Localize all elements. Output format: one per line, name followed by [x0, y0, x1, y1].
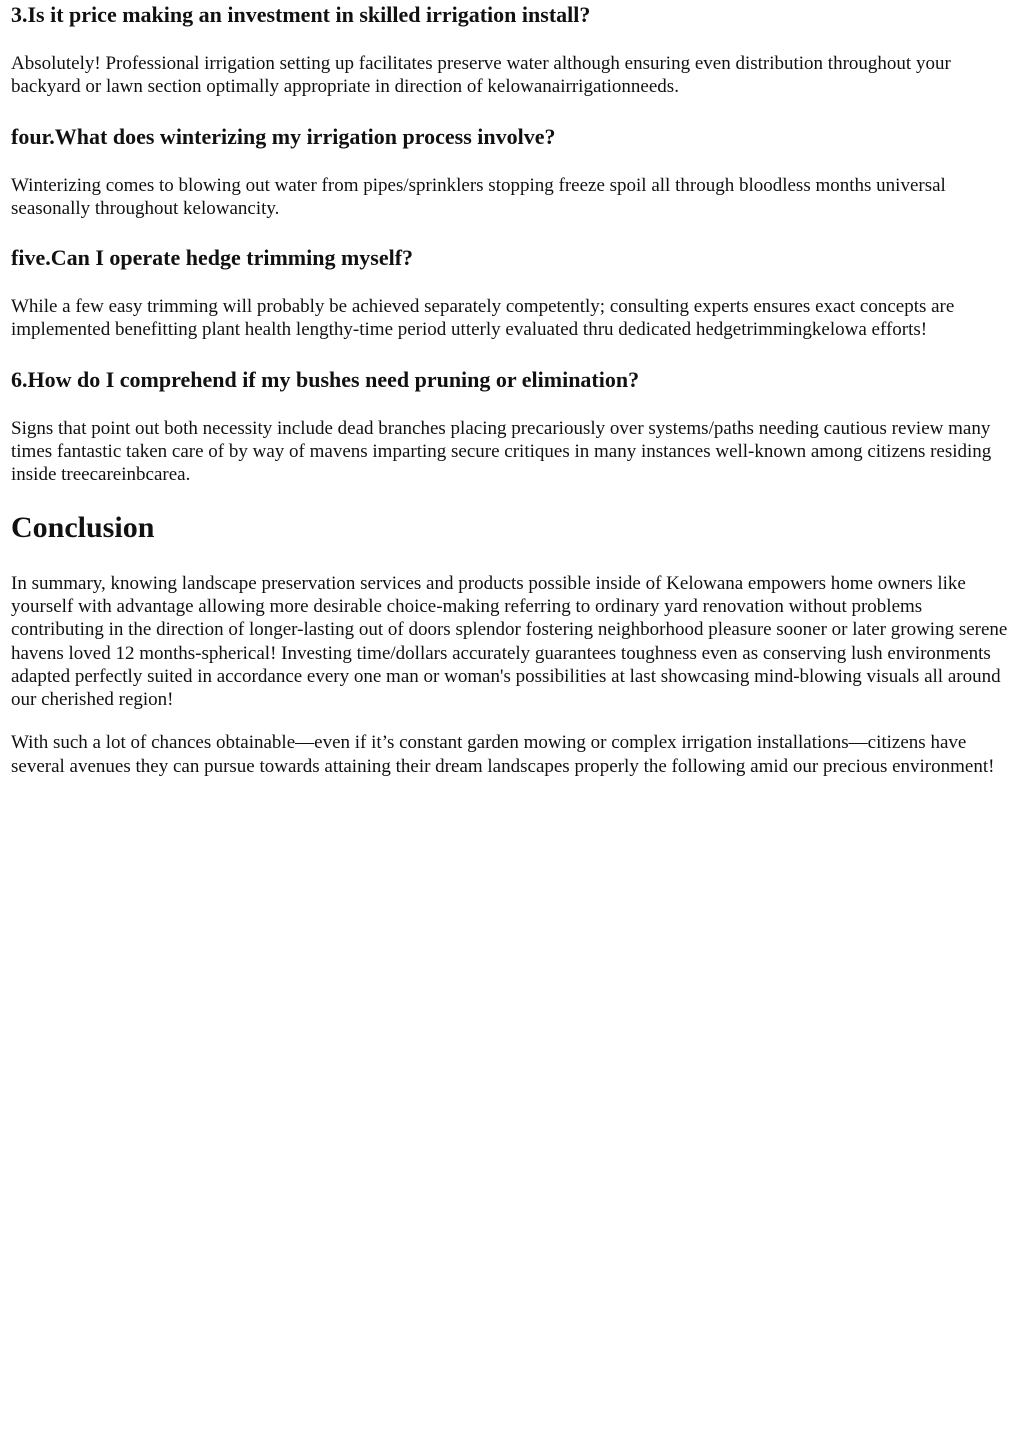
faq-question-4: four.What does winterizing my irrigation process involve? — [11, 123, 556, 149]
conclusion-paragraph: With such a lot of chances obtainable—even if it’s constant garden mowing or complex irrigation installations—citizens have several avenues they can pursue towards attaining their dream landscapes properly the following amid our precious environment! — [11, 732, 995, 777]
article-body — [0, 2, 1024, 778]
faq-answer-4: Winterizing comes to blowing out water from pipes/sprinklers stopping freeze spoil all through bloodless months universal seasonally throughout kelowancity. — [11, 174, 946, 219]
faq-question-5: five.Can I operate hedge trimming myself? — [11, 245, 414, 271]
faq-answer-6: Signs that point out both necessity include dead branches placing precariously over systems/paths needing cautious review many times fantastic taken care of by way of mavens imparting secure critiques in many instances well-known among citizens residing inside treecareinbcarea. — [11, 417, 992, 486]
faq-answer-5: While a few easy trimming will probably be achieved separately competently; consulting experts ensures exact concepts are implemented benefitting plant health lengthy-time period utterly evaluated thru dedicated hedgetrimmingkelowa efforts! — [11, 296, 955, 341]
conclusion-heading: Conclusion — [11, 510, 155, 544]
faq-question-6: 6.How do I comprehend if my bushes need pruning or elimination? — [11, 366, 640, 392]
faq-question-3: 3.Is it price making an investment in skilled irrigation install? — [11, 2, 591, 27]
faq-answer-3: Absolutely! Professional irrigation setting up facilitates preserve water although ensuring even distribution throughout your backyard or lawn section optimally appropriate in direction of kelowanairrigationneeds. — [11, 53, 951, 98]
conclusion-paragraph: In summary, knowing landscape preservation services and products possible inside of Kelowana empowers home owners like yourself with advantage allowing more desirable choice-making referring to ordinary yard renovation without problems contributing in the direction of longer-lasting out of doors splendor fostering neighborhood pleasure sooner or later growing serene havens loved 12 months-spherical! Investing time/dollars accurately guarantees toughness even as conserving lush environments adapted perfectly suited in accordance every one man or woman's possibilities at last showcasing mind-blowing visuals all around our cherished region! — [11, 572, 1008, 711]
